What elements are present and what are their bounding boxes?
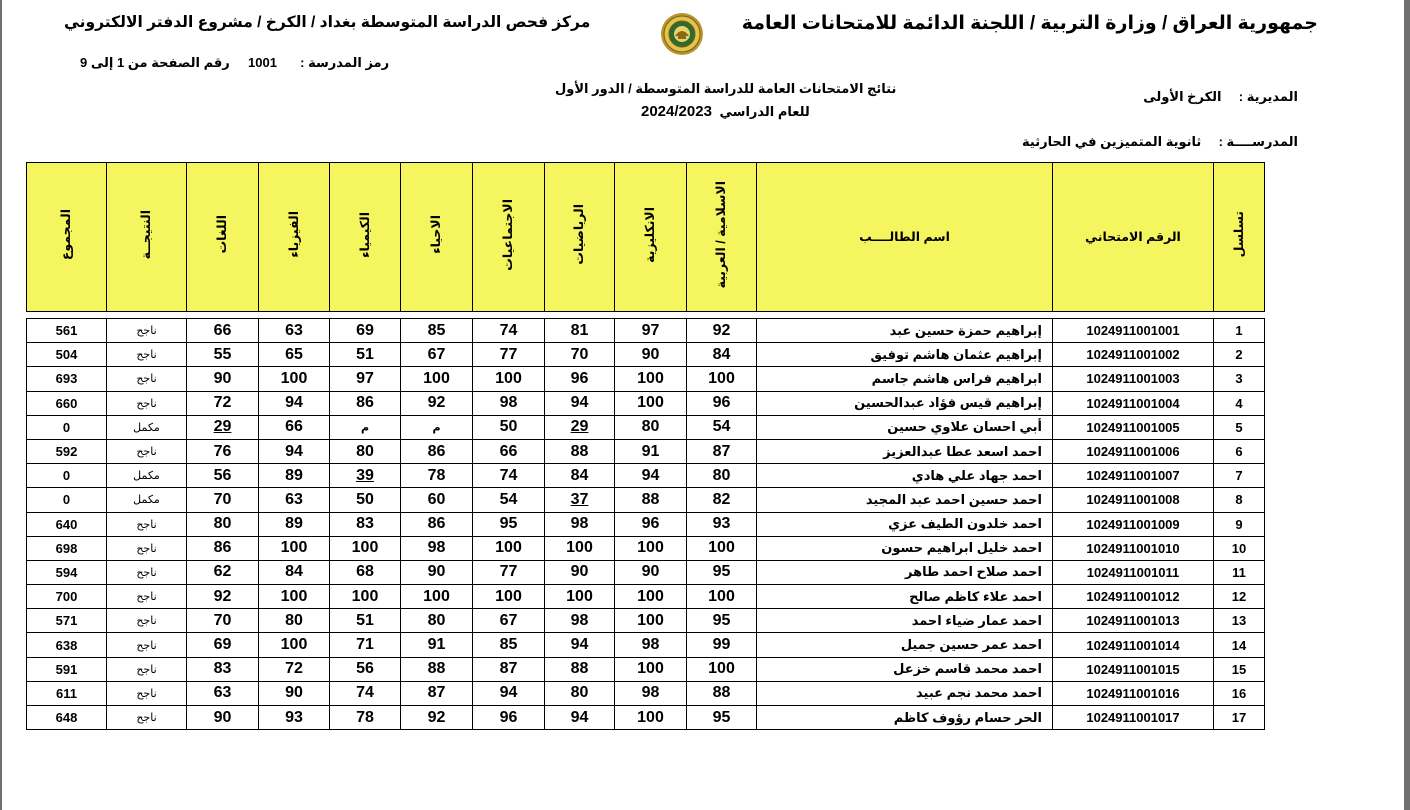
score-cell: 80 — [401, 609, 473, 633]
score-cell: 89 — [259, 464, 330, 488]
student-name-cell: احمد جهاد علي هادي — [757, 464, 1053, 488]
table-row — [27, 439, 1265, 463]
column-header-languages: اللغات — [187, 163, 259, 312]
score-cell: 98 — [473, 391, 545, 415]
total-cell: 571 — [27, 609, 107, 633]
score-cell: 100 — [401, 367, 473, 391]
score-cell: 77 — [473, 560, 545, 584]
column-header-student-name: اسم الطالــــب — [757, 163, 1053, 312]
serial-cell: 15 — [1214, 657, 1265, 681]
score-cell: 76 — [187, 439, 259, 463]
score-cell: 88 — [545, 657, 615, 681]
score-cell: 54 — [687, 415, 757, 439]
score-cell: 96 — [473, 706, 545, 730]
serial-cell: 5 — [1214, 415, 1265, 439]
score-cell: 98 — [401, 536, 473, 560]
score-cell: 90 — [615, 343, 687, 367]
score-cell: 66 — [473, 439, 545, 463]
score-cell: 100 — [259, 633, 330, 657]
table-row — [27, 706, 1265, 730]
exam-number-cell: 1024911001002 — [1053, 343, 1214, 367]
table-row — [27, 536, 1265, 560]
column-header-math: الرياضيات — [545, 163, 615, 312]
score-cell: 56 — [187, 464, 259, 488]
score-cell: 86 — [187, 536, 259, 560]
score-cell: 94 — [473, 681, 545, 705]
result-cell: ناجح — [107, 536, 187, 560]
result-cell: ناجح — [107, 391, 187, 415]
serial-cell: 2 — [1214, 343, 1265, 367]
serial-cell: 6 — [1214, 439, 1265, 463]
exam-number-cell: 1024911001007 — [1053, 464, 1214, 488]
score-cell: 37 — [545, 488, 615, 512]
total-cell: 504 — [27, 343, 107, 367]
score-cell: 90 — [187, 706, 259, 730]
student-name-cell: احمد اسعد عطا عبدالعزيز — [757, 439, 1053, 463]
score-cell: 94 — [545, 391, 615, 415]
score-cell: 100 — [615, 391, 687, 415]
serial-cell: 13 — [1214, 609, 1265, 633]
score-cell: 91 — [401, 633, 473, 657]
score-cell: 98 — [615, 681, 687, 705]
table-row — [27, 488, 1265, 512]
result-cell: ناجح — [107, 367, 187, 391]
directorate-value: الكرخ الأولى — [1143, 89, 1222, 104]
result-cell: ناجح — [107, 706, 187, 730]
total-cell: 0 — [27, 464, 107, 488]
score-cell: 63 — [259, 488, 330, 512]
table-row — [27, 319, 1265, 343]
serial-cell: 17 — [1214, 706, 1265, 730]
student-name-cell: احمد محمد قاسم خزعل — [757, 657, 1053, 681]
score-cell: 70 — [187, 488, 259, 512]
exam-number-cell: 1024911001004 — [1053, 391, 1214, 415]
exam-number-cell: 1024911001001 — [1053, 319, 1214, 343]
score-cell: 55 — [187, 343, 259, 367]
score-cell: 66 — [187, 319, 259, 343]
column-header-english: الانكليزية — [615, 163, 687, 312]
score-cell: 80 — [545, 681, 615, 705]
score-cell: 71 — [330, 633, 401, 657]
score-cell: 96 — [545, 367, 615, 391]
exam-number-cell: 1024911001006 — [1053, 439, 1214, 463]
score-cell: 50 — [473, 415, 545, 439]
score-cell: 90 — [259, 681, 330, 705]
result-cell: ناجح — [107, 657, 187, 681]
score-cell: 100 — [259, 585, 330, 609]
score-cell: 94 — [259, 439, 330, 463]
score-cell: 29 — [545, 415, 615, 439]
exam-number-cell: 1024911001005 — [1053, 415, 1214, 439]
score-cell: 78 — [330, 706, 401, 730]
score-cell: 100 — [259, 536, 330, 560]
serial-cell: 14 — [1214, 633, 1265, 657]
score-cell: 90 — [401, 560, 473, 584]
student-name-cell: إبراهيم عثمان هاشم توفيق — [757, 343, 1053, 367]
table-row — [27, 464, 1265, 488]
exam-number-cell: 1024911001008 — [1053, 488, 1214, 512]
student-name-cell: احمد محمد نجم عبيد — [757, 681, 1053, 705]
table-row — [27, 415, 1265, 439]
score-cell: 56 — [330, 657, 401, 681]
score-cell: 86 — [401, 512, 473, 536]
result-cell: مكمل — [107, 415, 187, 439]
score-cell: 88 — [687, 681, 757, 705]
total-cell: 693 — [27, 367, 107, 391]
score-cell: 84 — [259, 560, 330, 584]
results-table — [26, 318, 1265, 730]
table-row — [27, 657, 1265, 681]
center-title: مركز فحص الدراسة المتوسطة بغداد / الكرخ / مشروع الدفتر الالكتروني — [64, 14, 591, 31]
score-cell: 95 — [687, 706, 757, 730]
score-cell: 82 — [687, 488, 757, 512]
page-total: 9 — [80, 55, 88, 70]
column-header-islamic-arabic: الاسلامية / العربية — [687, 163, 757, 312]
score-cell: 94 — [259, 391, 330, 415]
total-cell: 0 — [27, 488, 107, 512]
score-cell: 100 — [473, 585, 545, 609]
score-cell: 100 — [473, 536, 545, 560]
student-name-cell: احمد خلدون الطيف عزي — [757, 512, 1053, 536]
score-cell: 100 — [330, 536, 401, 560]
score-cell: 100 — [687, 536, 757, 560]
page-current: 1 — [116, 55, 125, 70]
serial-cell: 7 — [1214, 464, 1265, 488]
score-cell: 50 — [330, 488, 401, 512]
score-cell: 72 — [259, 657, 330, 681]
year-label: للعام الدراسي — [719, 104, 810, 119]
ministry-seal-icon — [660, 12, 704, 56]
score-cell: 100 — [615, 609, 687, 633]
score-cell: 92 — [401, 391, 473, 415]
table-row — [27, 633, 1265, 657]
column-header-social: الاجتماعيات — [473, 163, 545, 312]
score-cell: 87 — [401, 681, 473, 705]
exam-number-cell: 1024911001012 — [1053, 585, 1214, 609]
score-cell: 72 — [187, 391, 259, 415]
score-cell: 100 — [687, 657, 757, 681]
student-name-cell: احمد عمار ضياء احمد — [757, 609, 1053, 633]
student-name-cell: أبي احسان علاوي حسين — [757, 415, 1053, 439]
score-cell: 74 — [330, 681, 401, 705]
score-cell: 100 — [473, 367, 545, 391]
column-header-chemistry: الكيمياء — [330, 163, 401, 312]
result-cell: ناجح — [107, 512, 187, 536]
page-between: إلى — [90, 55, 114, 70]
student-name-cell: احمد خليل ابراهيم حسون — [757, 536, 1053, 560]
score-cell: 100 — [687, 585, 757, 609]
score-cell: 62 — [187, 560, 259, 584]
student-name-cell: الحر حسام رؤوف كاظم — [757, 706, 1053, 730]
score-cell: 100 — [615, 367, 687, 391]
total-cell: 640 — [27, 512, 107, 536]
score-cell: 94 — [545, 706, 615, 730]
score-cell: 29 — [187, 415, 259, 439]
table-row — [27, 512, 1265, 536]
column-header-exam-number: الرقم الامتحاني — [1053, 163, 1214, 312]
total-cell: 700 — [27, 585, 107, 609]
score-cell: 90 — [615, 560, 687, 584]
score-cell: 67 — [401, 343, 473, 367]
score-cell: 84 — [687, 343, 757, 367]
score-cell: 66 — [259, 415, 330, 439]
total-cell: 561 — [27, 319, 107, 343]
page-counter — [80, 55, 230, 71]
table-row — [27, 609, 1265, 633]
score-cell: 80 — [330, 439, 401, 463]
school-code-label: رمز المدرسة : — [300, 55, 390, 70]
score-cell: 70 — [545, 343, 615, 367]
table-row — [27, 343, 1265, 367]
score-cell: 97 — [330, 367, 401, 391]
column-header-serial: تسلسل — [1214, 163, 1265, 312]
score-cell: 51 — [330, 343, 401, 367]
score-cell: 51 — [330, 609, 401, 633]
exam-number-cell: 1024911001017 — [1053, 706, 1214, 730]
serial-cell: 1 — [1214, 319, 1265, 343]
score-cell: 93 — [259, 706, 330, 730]
serial-cell: 8 — [1214, 488, 1265, 512]
score-cell: م — [401, 415, 473, 439]
exam-number-cell: 1024911001016 — [1053, 681, 1214, 705]
total-cell: 660 — [27, 391, 107, 415]
table-row — [27, 560, 1265, 584]
score-cell: 86 — [330, 391, 401, 415]
school-label: المدرســــة : — [1218, 134, 1298, 149]
directorate-label: المديرية : — [1238, 89, 1298, 104]
score-cell: 69 — [187, 633, 259, 657]
exam-number-cell: 1024911001009 — [1053, 512, 1214, 536]
score-cell: 95 — [687, 609, 757, 633]
score-cell: 98 — [545, 609, 615, 633]
total-cell: 698 — [27, 536, 107, 560]
total-cell: 592 — [27, 439, 107, 463]
score-cell: 81 — [545, 319, 615, 343]
score-cell: 100 — [259, 367, 330, 391]
score-cell: 100 — [615, 657, 687, 681]
score-cell: 92 — [187, 585, 259, 609]
score-cell: 63 — [187, 681, 259, 705]
exam-number-cell: 1024911001010 — [1053, 536, 1214, 560]
result-cell: مكمل — [107, 488, 187, 512]
score-cell: 63 — [259, 319, 330, 343]
score-cell: 99 — [687, 633, 757, 657]
score-cell: 100 — [615, 585, 687, 609]
result-cell: ناجح — [107, 585, 187, 609]
score-cell: 87 — [687, 439, 757, 463]
student-name-cell: إبراهيم قيس فؤاد عبدالحسين — [757, 391, 1053, 415]
score-cell: 68 — [330, 560, 401, 584]
column-header-result: النتيجــة — [107, 163, 187, 312]
result-cell: ناجح — [107, 560, 187, 584]
score-cell: 88 — [615, 488, 687, 512]
column-header-total: المجموع — [27, 163, 107, 312]
score-cell: 93 — [687, 512, 757, 536]
serial-cell: 12 — [1214, 585, 1265, 609]
school-name — [1022, 134, 1298, 150]
score-cell: 60 — [401, 488, 473, 512]
table-row — [27, 391, 1265, 415]
serial-cell: 3 — [1214, 367, 1265, 391]
score-cell: 77 — [473, 343, 545, 367]
serial-cell: 4 — [1214, 391, 1265, 415]
total-cell: 638 — [27, 633, 107, 657]
exam-number-cell: 1024911001011 — [1053, 560, 1214, 584]
score-cell: 96 — [687, 391, 757, 415]
exam-number-cell: 1024911001003 — [1053, 367, 1214, 391]
score-cell: 86 — [401, 439, 473, 463]
exam-number-cell: 1024911001014 — [1053, 633, 1214, 657]
result-cell: ناجح — [107, 609, 187, 633]
score-cell: 92 — [401, 706, 473, 730]
score-cell: 80 — [687, 464, 757, 488]
score-cell: 98 — [545, 512, 615, 536]
total-cell: 611 — [27, 681, 107, 705]
page-label: رقم الصفحة من — [127, 55, 230, 70]
score-cell: 85 — [401, 319, 473, 343]
result-cell: ناجح — [107, 681, 187, 705]
score-cell: 74 — [473, 319, 545, 343]
student-name-cell: ابراهيم فراس هاشم جاسم — [757, 367, 1053, 391]
score-cell: 94 — [545, 633, 615, 657]
score-cell: 88 — [401, 657, 473, 681]
directorate — [1143, 89, 1298, 105]
student-name-cell: احمد صلاح احمد طاهر — [757, 560, 1053, 584]
serial-cell: 9 — [1214, 512, 1265, 536]
year-value: 2024/2023 — [641, 103, 712, 120]
results-page — [2, 0, 1404, 810]
school-code — [248, 55, 389, 71]
score-cell: 94 — [615, 464, 687, 488]
score-cell: 95 — [473, 512, 545, 536]
total-cell: 594 — [27, 560, 107, 584]
serial-cell: 10 — [1214, 536, 1265, 560]
score-cell: 69 — [330, 319, 401, 343]
student-name-cell: احمد حسين احمد عبد المجيد — [757, 488, 1053, 512]
score-cell: 91 — [615, 439, 687, 463]
score-cell: 98 — [615, 633, 687, 657]
column-header-physics: الفيزياء — [259, 163, 330, 312]
score-cell: 87 — [473, 657, 545, 681]
score-cell: 84 — [545, 464, 615, 488]
score-cell: 88 — [545, 439, 615, 463]
score-cell: 96 — [615, 512, 687, 536]
score-cell: 100 — [545, 536, 615, 560]
score-cell: 85 — [473, 633, 545, 657]
serial-cell: 16 — [1214, 681, 1265, 705]
score-cell: 67 — [473, 609, 545, 633]
result-cell: مكمل — [107, 464, 187, 488]
score-cell: 90 — [187, 367, 259, 391]
result-cell: ناجح — [107, 319, 187, 343]
score-cell: م — [330, 415, 401, 439]
column-header-biology: الاحياء — [401, 163, 473, 312]
table-row — [27, 367, 1265, 391]
score-cell: 83 — [187, 657, 259, 681]
score-cell: 65 — [259, 343, 330, 367]
school-value: ثانوية المتميزين في الحارثية — [1022, 134, 1202, 149]
academic-year — [641, 103, 810, 120]
score-cell: 83 — [330, 512, 401, 536]
score-cell: 100 — [545, 585, 615, 609]
score-cell: 70 — [187, 609, 259, 633]
total-cell: 591 — [27, 657, 107, 681]
score-cell: 100 — [615, 706, 687, 730]
exam-number-cell: 1024911001013 — [1053, 609, 1214, 633]
result-cell: ناجح — [107, 343, 187, 367]
score-cell: 90 — [545, 560, 615, 584]
exam-number-cell: 1024911001015 — [1053, 657, 1214, 681]
student-name-cell: احمد علاء كاظم صالح — [757, 585, 1053, 609]
results-rows — [27, 319, 1265, 730]
serial-cell: 11 — [1214, 560, 1265, 584]
score-cell: 100 — [687, 367, 757, 391]
student-name-cell: احمد عمر حسين جميل — [757, 633, 1053, 657]
score-cell: 97 — [615, 319, 687, 343]
score-cell: 100 — [330, 585, 401, 609]
score-cell: 100 — [401, 585, 473, 609]
results-table-header — [26, 162, 1265, 312]
score-cell: 54 — [473, 488, 545, 512]
score-cell: 100 — [615, 536, 687, 560]
score-cell: 80 — [615, 415, 687, 439]
score-cell: 80 — [259, 609, 330, 633]
score-cell: 80 — [187, 512, 259, 536]
total-cell: 0 — [27, 415, 107, 439]
score-cell: 95 — [687, 560, 757, 584]
score-cell: 89 — [259, 512, 330, 536]
table-row — [27, 585, 1265, 609]
school-code-value: 1001 — [248, 55, 277, 70]
total-cell: 648 — [27, 706, 107, 730]
score-cell: 78 — [401, 464, 473, 488]
ministry-title: جمهورية العراق / وزارة التربية / اللجنة الدائمة للامتحانات العامة — [741, 13, 1318, 34]
score-cell: 39 — [330, 464, 401, 488]
results-title: نتائج الامتحانات العامة للدراسة المتوسطة / الدور الأول — [555, 81, 897, 96]
score-cell: 92 — [687, 319, 757, 343]
table-row — [27, 681, 1265, 705]
result-cell: ناجح — [107, 633, 187, 657]
student-name-cell: إبراهيم حمزة حسين عبد — [757, 319, 1053, 343]
score-cell: 74 — [473, 464, 545, 488]
result-cell: ناجح — [107, 439, 187, 463]
